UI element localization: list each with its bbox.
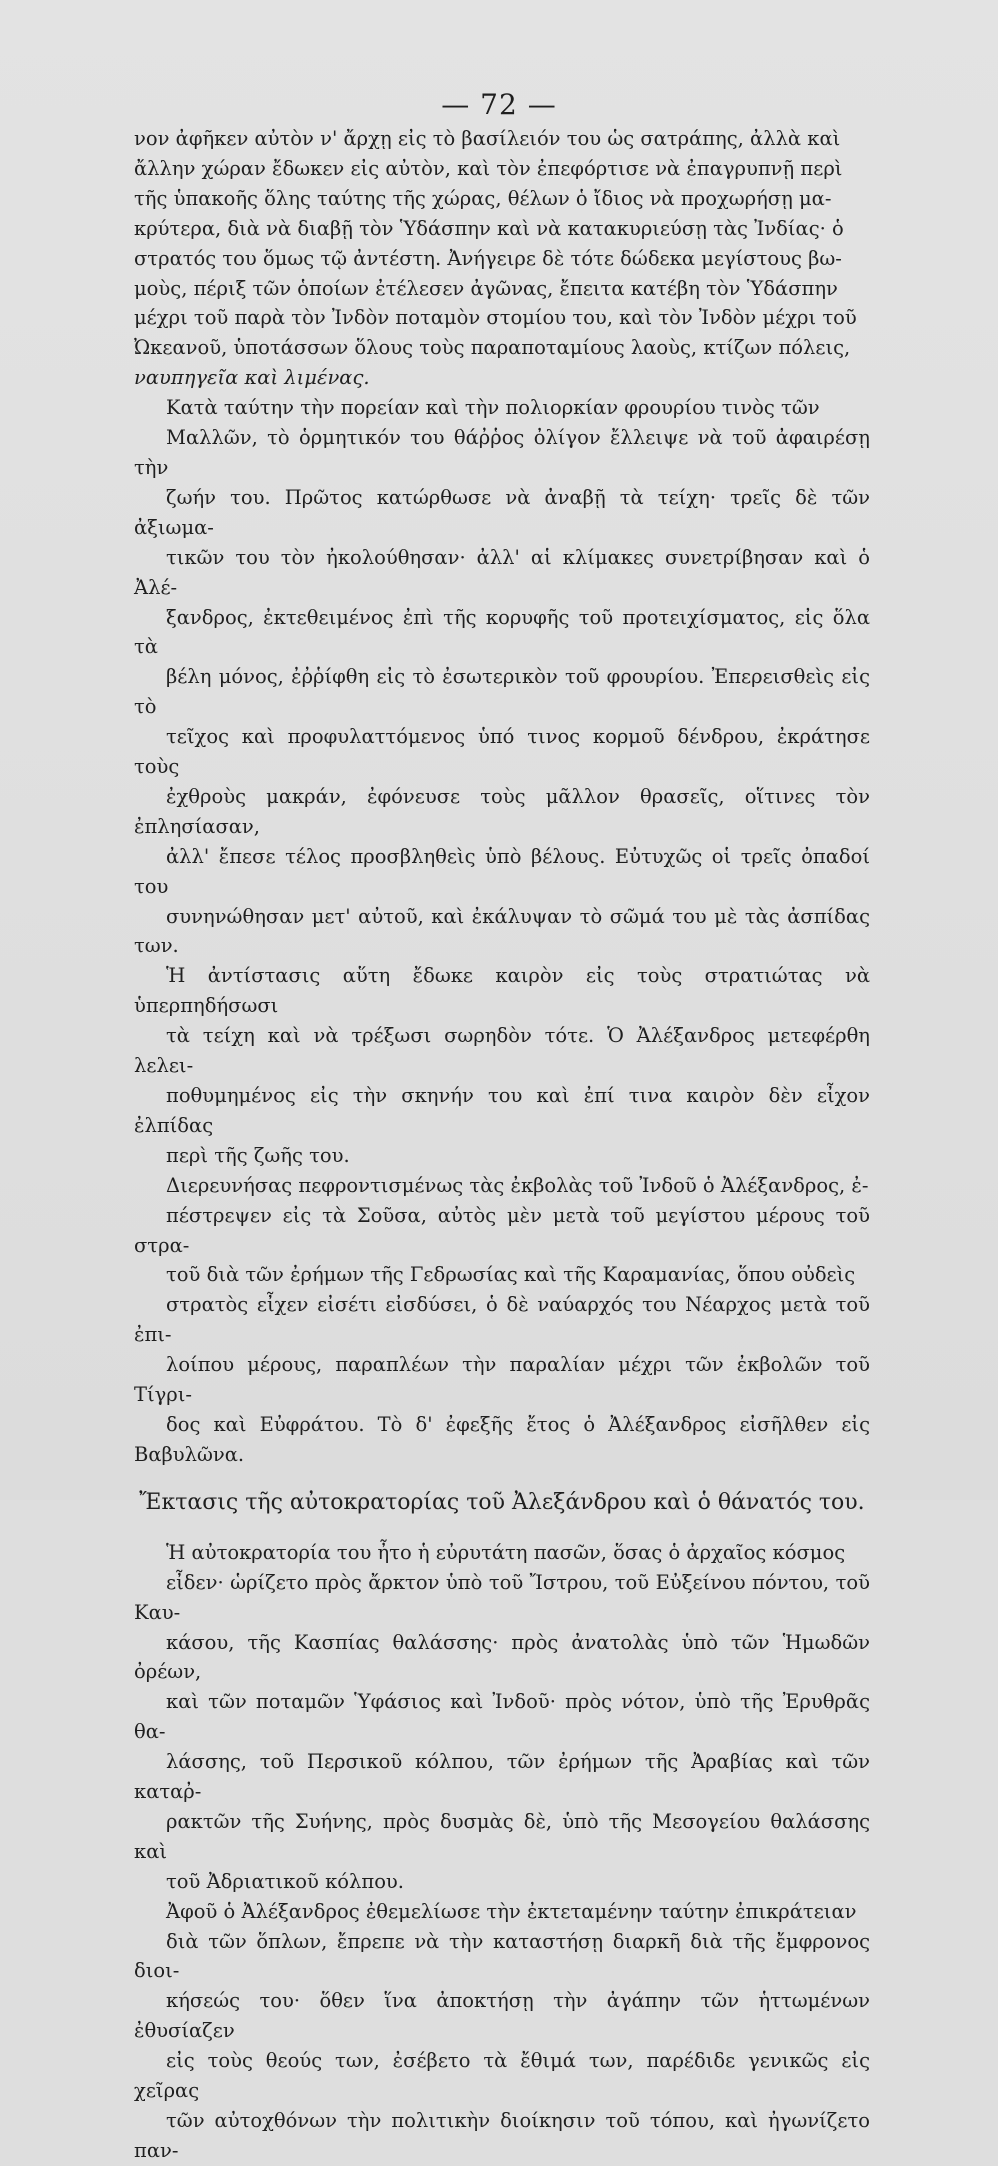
text-line: νον ἀφῆκεν αὐτὸν ν' ἄρχῃ εἰς τὸ βασίλειόν του ὡς σατράπης, ἀλλὰ καὶ [134, 127, 841, 150]
paragraph-1 [134, 124, 870, 393]
text-line: τικῶν του τὸν ἠκολούθησαν· ἀλλ' αἱ κλίμακες συνετρίβησαν καὶ ὁ Ἀλέ- [134, 545, 870, 599]
text-line: λάσσης, τοῦ Περσικοῦ κόλπου, τῶν ἐρήμων τῆς Ἀραβίας καὶ τῶν καταῤ- [134, 1750, 870, 1804]
text-line: ἄλλην χώραν ἔδωκεν εἰς αὐτὸν, καὶ τὸν ἐπεφόρτισε νὰ ἐπαγρυπνῇ περὶ [134, 156, 843, 180]
text-line: συνηνώθησαν μετ' αὐτοῦ, καὶ ἐκάλυψαν τὸ σῶμά του μὲ τὰς ἀσπίδας των. [134, 904, 870, 958]
text-line: ρακτῶν τῆς Συήνης, πρὸς δυσμὰς δὲ, ὑπὸ τῆς Μεσογείου θαλάσσης καὶ [134, 1809, 870, 1863]
text-line: Ἡ ἀντίστασις αὕτη ἔδωκε καιρὸν εἰς τοὺς στρατιώτας νὰ ὑπερπηδήσωσι [134, 964, 870, 1018]
text-line: κήσεώς του· ὅθεν ἵνα ἀποκτήσῃ τὴν ἀγάπην τῶν ἡττωμένων ἐθυσίαζεν [134, 1989, 870, 2043]
paragraph-4 [134, 1538, 870, 1897]
text-line: τεῖχος καὶ προφυλαττόμενος ὑπό τινος κορμοῦ δένδρου, ἐκράτησε τοὺς [134, 725, 870, 779]
text-line: τῶν αὐτοχθόνων τὴν πολιτικὴν διοίκησιν τοῦ τόπου, καὶ ἠγωνίζετο παν- [134, 2109, 870, 2162]
text-line: ποθυμημένος εἰς τὴν σκηνήν του καὶ ἐπί τινα καιρὸν δὲν εἶχον ἐλπίδας [134, 1084, 870, 1137]
text-line-italic: ναυπηγεῖα καὶ λιμένας. [134, 366, 370, 390]
text-line: τοῦ διὰ τῶν ἐρήμων τῆς Γεδρωσίας καὶ τῆς Καραμανίας, ὅπου οὐδεὶς [166, 1263, 856, 1287]
text-line: τῆς ὑπακοῆς ὅλης ταύτης τῆς χώρας, θέλων ὁ ἴδιος νὰ προχωρήσῃ μα- [134, 186, 832, 210]
text-line: ἐχθροὺς μακράν, ἐφόνευσε τοὺς μᾶλλον θρασεῖς, οἵτινες τὸν ἐπλησίασαν, [134, 784, 870, 838]
text-line: μέχρι τοῦ παρὰ τὸν Ἰνδὸν ποταμὸν στομίου του, καὶ τὸν Ἰνδὸν μέχρι τοῦ [134, 306, 857, 330]
text-line: Ἡ αὐτοκρατορία του ἦτο ἡ εὐρυτάτη πασῶν, ὅσας ὁ ἀρχαῖος κόσμος [166, 1540, 846, 1564]
paragraph-2 [134, 393, 870, 1171]
text-line: Διερευνήσας πεφροντισμένως τὰς ἐκβολὰς τοῦ Ἰνδοῦ ὁ Ἀλέξανδρος, ἐ- [166, 1173, 869, 1197]
text-line: στρατὸς εἶχεν εἰσέτι εἰσδύσει, ὁ δὲ ναύαρχός του Νέαρχος μετὰ τοῦ ἐπι- [134, 1293, 870, 1347]
text-line: Μαλλῶν, τὸ ὁρμητικόν του θάῤῥος ὀλίγον ἔλλειψε νὰ τοῦ ἀφαιρέσῃ τὴν [134, 426, 870, 479]
page-text [134, 124, 870, 2166]
text-line: εἰς τοὺς θεούς των, ἐσέβετο τὰ ἔθιμά των, παρέδιδε γενικῶς εἰς χεῖρας [134, 2049, 870, 2103]
text-line: Κατὰ ταύτην τὴν πορείαν καὶ τὴν πολιορκίαν φρουρίου τινὸς τῶν [166, 396, 820, 420]
text-line: κρύτερα, διὰ νὰ διαβῇ τὸν Ὑδάσπην καὶ νὰ κατακυριεύσῃ τὰς Ἰνδίας· ὁ [134, 216, 844, 240]
text-line: διὰ τῶν ὅπλων, ἔπρεπε νὰ τὴν καταστήσῃ διαρκῆ διὰ τῆς ἔμφρονος διοι- [134, 1929, 870, 1983]
text-line: περὶ τῆς ζωῆς του. [166, 1143, 350, 1167]
text-line: κάσου, τῆς Κασπίας θαλάσσης· πρὸς ἀνατολὰς ὑπὸ τῶν Ἡμωδῶν ὀρέων, [134, 1630, 870, 1684]
text-line: στρατός του ὅμως τῷ ἀντέστη. Ἀνήγειρε δὲ τότε δώδεκα μεγίστους βω- [134, 246, 842, 270]
section-heading: Ἔκτασις τῆς αὐτοκρατορίας τοῦ Ἀλεξάνδρου καὶ ὁ θάνατός του. [139, 1489, 865, 1515]
text-line: βέλη μόνος, ἐῤῥίφθη εἰς τὸ ἐσωτερικὸν τοῦ φρουρίου. Ἐπερεισθεὶς εἰς τὸ [134, 665, 870, 719]
text-line: τοῦ Ἀδριατικοῦ κόλπου. [166, 1869, 404, 1893]
text-line: Ὠκεανοῦ, ὑποτάσσων ὅλους τοὺς παραποταμίους λαοὺς, κτίζων πόλεις, [134, 336, 851, 360]
text-line: δος καὶ Εὐφράτου. Τὸ δ' ἐφεξῆς ἔτος ὁ Ἀλέξανδρος εἰσῆλθεν εἰς Βαβυλῶνα. [134, 1412, 870, 1466]
text-line: λοίπου μέρους, παραπλέων τὴν παραλίαν μέχρι τῶν ἐκβολῶν τοῦ Τίγρι- [134, 1353, 870, 1407]
text-line: καὶ τῶν ποταμῶν Ὑφάσιος καὶ Ἰνδοῦ· πρὸς νότον, ὑπὸ τῆς Ἐρυθρᾶς θα- [134, 1690, 870, 1744]
page-number: — 72 — [441, 88, 557, 121]
text-line: πέστρεψεν εἰς τὰ Σοῦσα, αὐτὸς μὲν μετὰ τοῦ μεγίστου μέρους τοῦ στρα- [134, 1203, 870, 1257]
text-line: Ἀφοῦ ὁ Ἀλέξανδρος ἐθεμελίωσε τὴν ἐκτεταμένην ταύτην ἐπικράτειαν [166, 1899, 857, 1923]
text-line: εἶδεν· ὡρίζετο πρὸς ἄρκτον ὑπὸ τοῦ Ἴστρου, τοῦ Εὐξείνου πόντου, τοῦ Καυ- [134, 1570, 870, 1624]
paragraph-5 [134, 1897, 870, 2166]
text-line: μοὺς, πέριξ τῶν ὁποίων ἐτέλεσεν ἀγῶνας, ἔπειτα κατέβη τὸν Ὑδάσπην [134, 276, 838, 300]
text-line: ζωήν του. Πρῶτος κατώρθωσε νὰ ἀναβῇ τὰ τείχη· τρεῖς δὲ τῶν ἀξιωμα- [134, 485, 870, 539]
paragraph-3 [134, 1171, 870, 1470]
text-line: τὰ τείχη καὶ νὰ τρέξωσι σωρηδὸν τότε. Ὁ Ἀλέξανδρος μετεφέρθη λελει- [134, 1024, 870, 1078]
text-line: ἀλλ' ἔπεσε τέλος προσβληθεὶς ὑπὸ βέλους. Εὐτυχῶς οἱ τρεῖς ὀπαδοί του [134, 844, 870, 898]
text-line: ξανδρος, ἐκτεθειμένος ἐπὶ τῆς κορυφῆς τοῦ προτειχίσματος, εἰς ὅλα τὰ [134, 605, 870, 659]
